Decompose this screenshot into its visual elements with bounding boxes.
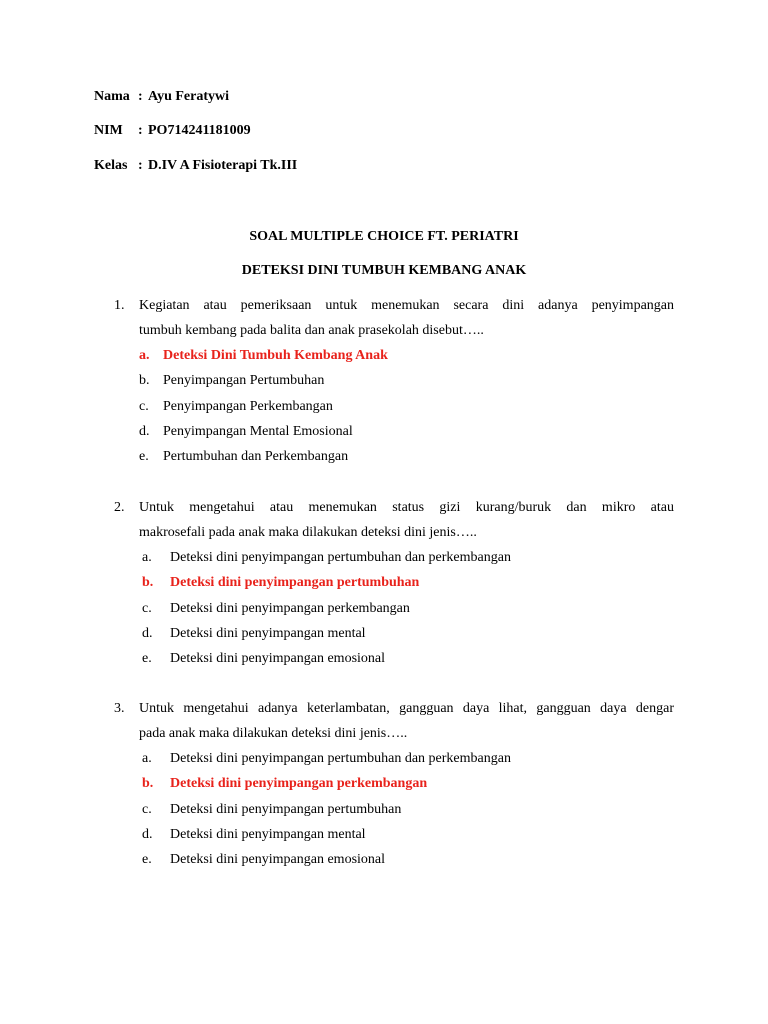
document-title: SOAL MULTIPLE CHOICE FT. PERIATRI — [249, 229, 519, 244]
option-text: Deteksi dini penyimpangan mental — [170, 827, 366, 842]
question-text — [139, 696, 674, 746]
nim-value: PO714241181009 — [148, 123, 251, 138]
question-text-line: Untuk mengetahui atau menemukan status gizi kurang/buruk dan mikro atau — [139, 500, 674, 515]
option-a-correct — [139, 343, 388, 368]
class-label: Kelas — [94, 158, 128, 173]
option-letter: a. — [142, 751, 152, 766]
option-letter: d. — [139, 424, 150, 439]
option-d — [139, 419, 353, 444]
question-text-line: pada anak maka dilakukan deteksi dini jenis….. — [139, 726, 408, 741]
student-class-row — [94, 157, 297, 175]
option-text: Deteksi dini penyimpangan emosional — [170, 852, 386, 867]
question-text-line: Kegiatan atau pemeriksaan untuk menemukan secara dini adanya penyimpangan — [139, 298, 674, 313]
class-separator: : — [138, 158, 143, 173]
question-text — [139, 495, 674, 545]
option-text: Deteksi dini penyimpangan pertumbuhan — [170, 802, 402, 817]
question-number: 2. — [114, 500, 125, 515]
option-letter: c. — [142, 601, 152, 616]
nim-separator: : — [138, 123, 143, 138]
option-c — [139, 394, 333, 419]
question-text-line: tumbuh kembang pada balita dan anak prasekolah disebut….. — [139, 323, 484, 338]
name-label: Nama — [94, 89, 130, 104]
student-nim-row — [94, 122, 251, 140]
option-c — [142, 596, 410, 621]
option-a — [142, 746, 511, 771]
option-letter: d. — [142, 626, 153, 641]
option-letter: e. — [142, 651, 152, 666]
option-letter: b. — [142, 776, 154, 791]
option-text: Penyimpangan Pertumbuhan — [163, 373, 325, 388]
option-letter: c. — [139, 399, 149, 414]
class-value: D.IV A Fisioterapi Tk.III — [148, 158, 298, 173]
student-name-row — [94, 88, 229, 106]
option-text: Deteksi dini penyimpangan pertumbuhan dan perkembangan — [170, 751, 511, 766]
option-text: Deteksi dini penyimpangan pertumbuhan dan perkembangan — [170, 550, 511, 565]
name-separator: : — [138, 89, 143, 104]
option-b — [139, 368, 324, 393]
option-letter: c. — [142, 802, 152, 817]
option-text: Deteksi dini penyimpangan mental — [170, 626, 366, 641]
option-b-correct — [142, 570, 419, 595]
option-text: Penyimpangan Perkembangan — [163, 399, 333, 414]
option-letter: b. — [142, 575, 154, 590]
option-text: Deteksi dini penyimpangan pertumbuhan — [170, 575, 420, 590]
question-number: 1. — [114, 298, 125, 313]
option-letter: a. — [139, 348, 150, 363]
option-text: Deteksi dini penyimpangan emosional — [170, 651, 386, 666]
option-letter: e. — [139, 449, 149, 464]
question-text-line: makrosefali pada anak maka dilakukan deteksi dini jenis….. — [139, 525, 477, 540]
option-letter: d. — [142, 827, 153, 842]
option-e — [139, 444, 348, 469]
option-text: Deteksi Dini Tumbuh Kembang Anak — [163, 348, 388, 363]
option-e — [142, 847, 385, 872]
option-b-correct — [142, 771, 427, 796]
option-e — [142, 646, 385, 671]
question-text-line: Untuk mengetahui adanya keterlambatan, gangguan daya lihat, gangguan daya dengar — [139, 701, 674, 716]
option-text: Deteksi dini penyimpangan perkembangan — [170, 776, 428, 791]
option-text: Penyimpangan Mental Emosional — [163, 424, 353, 439]
option-letter: a. — [142, 550, 152, 565]
option-c — [142, 797, 401, 822]
nim-label: NIM — [94, 123, 123, 138]
name-value: Ayu Feratywi — [148, 89, 229, 104]
option-letter: b. — [139, 373, 150, 388]
option-letter: e. — [142, 852, 152, 867]
question-text — [139, 293, 674, 343]
question-number: 3. — [114, 701, 125, 716]
option-text: Pertumbuhan dan Perkembangan — [163, 449, 349, 464]
option-a — [142, 545, 511, 570]
option-text: Deteksi dini penyimpangan perkembangan — [170, 601, 410, 616]
option-d — [142, 621, 366, 646]
option-d — [142, 822, 366, 847]
document-subtitle: DETEKSI DINI TUMBUH KEMBANG ANAK — [241, 263, 527, 278]
